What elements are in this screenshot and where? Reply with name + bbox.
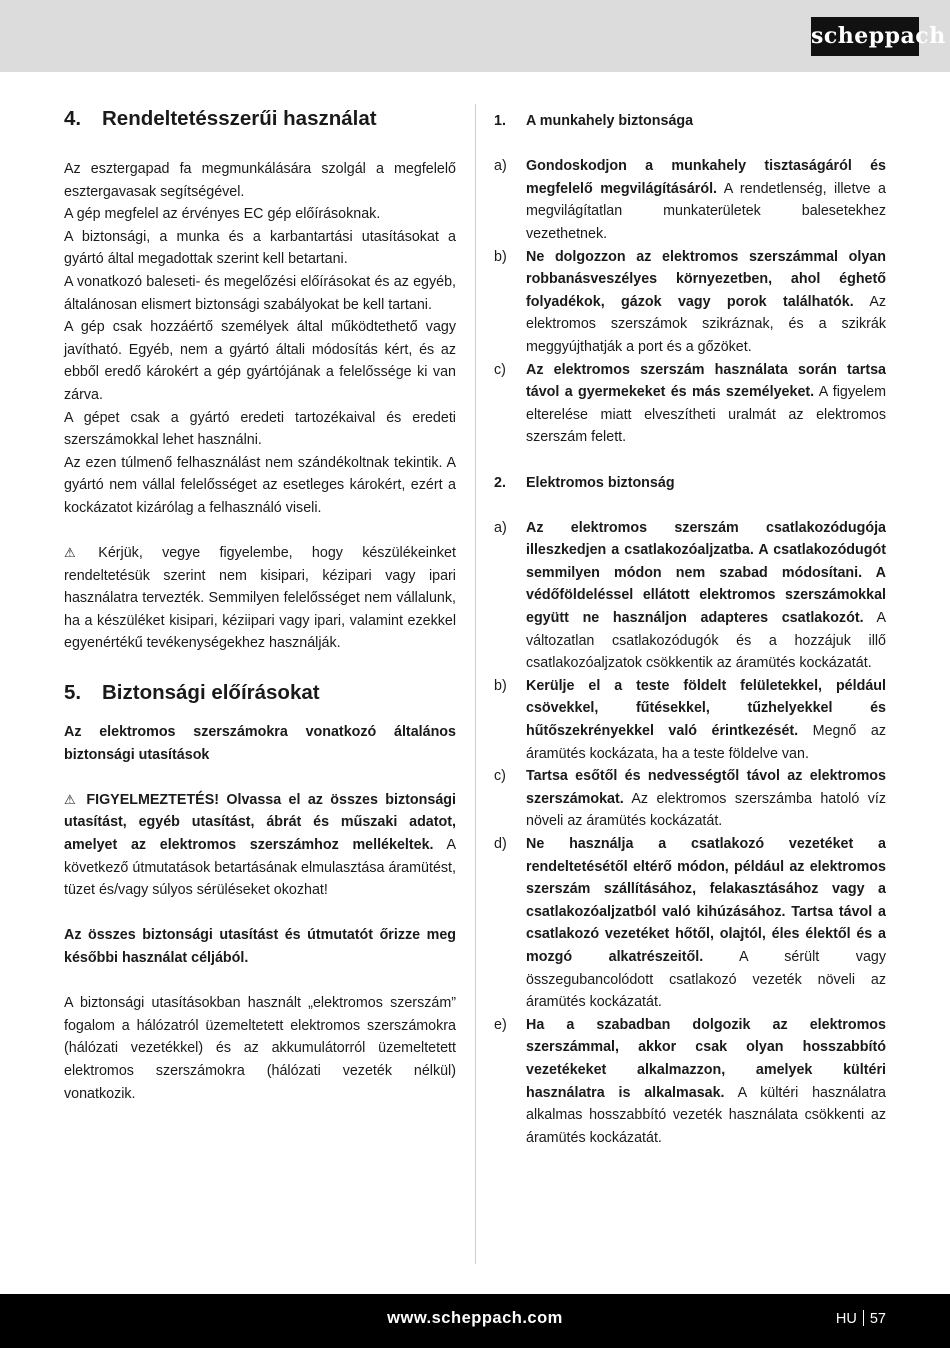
- warning-paragraph: ⚠ Kérjük, vegye figyelembe, hogy készülékeinket rendeltetésük szerint nem kisipari, kézipari vagy ipari használatra tervezték. Semmilyen felelősséget nem vállalunk, ha a készüléket kisipari, kéziipari vagy ipari, valamint ezekkel egyenértékű tevékenységekhez használják.: [64, 542, 456, 655]
- list-item: c) Az elektromos szerszám használata során tartsa távol a gyermekeket és más személyeket. A figyelem elterelése miatt elveszítheti uralmát az elektromos szerszám felett.: [494, 361, 886, 446]
- paragraph: A gép csak hozzáértő személyek által működtethető vagy javítható. Egyéb, nem a gyártó általi módosítás kért, és az ebből eredő károkért a gép gyártójának a felelőssége ki van zárva.: [64, 319, 456, 403]
- left-column: [64, 103, 456, 1105]
- website-url: www.scheppach.com: [387, 1309, 563, 1327]
- list-item: b) Ne dolgozzon az elektromos szerszámmal olyan robbanásveszélyes környezetben, ahol éghető folyadékok, gázok vagy porok találhatók. Az elektromos szerszámok szikráznak, és a szikrák meggyújthatják a port és a gőzöket.: [494, 248, 886, 355]
- paragraph: A biztonsági, a munka és a karbantartási utasításokat a gyártó által megadottak szerint kell betartani.: [64, 228, 456, 268]
- list-item: e) Ha a szabadban dolgozik az elektromos szerszámmal, akkor csak olyan hosszabbító vezetékeket alkalmazzon, amelyek kültéri használatra is alkalmasak. A kültéri használatra alkalmas hosszabbító vezeték használata csökkenti az áramütés kockázatát.: [494, 1016, 886, 1146]
- paragraph: Az esztergapad fa megmunkálására szolgál a megfelelő esztergavasak segítségével.: [64, 161, 456, 200]
- language-code: HU: [835, 1311, 857, 1327]
- page-number: 57: [869, 1311, 886, 1327]
- page-indicator: [836, 1310, 886, 1327]
- list-item: a) Gondoskodjon a munkahely tisztaságáról és megfelelő megvilágításáról. A rendetlenség, illetve a megvilágítatlan munkaterületek balesetekhez vezethetnek.: [494, 158, 887, 242]
- warning-icon: ⚠: [64, 791, 76, 807]
- right-column: [494, 103, 886, 1149]
- section-1-heading: 1. A munkahely biztonsága: [494, 113, 694, 129]
- list-item: c) Tartsa esőtől és nedvességtől távol az elektromos szerszámokat. Az elektromos szerszámba hatoló víz növeli az áramütés kockázatát.: [494, 768, 886, 830]
- paragraph: A gépet csak a gyártó eredeti tartozékaival és eredeti szerszámokkal lehet használni.: [64, 409, 456, 449]
- paragraph: Az ezen túlmenő felhasználást nem szándékoltnak tekintik. A gyártó nem vállal felelősséget az esetleges károkért, ezért a kockázatot kizárólag a felhasználó viseli.: [64, 454, 456, 516]
- footer-bar: [0, 1294, 950, 1348]
- list-item: a) Az elektromos szerszám csatlakozódugója illeszkedjen a csatlakozóaljzatba. A csatlakozódugót semmilyen módon nem szabad módosítani. A védőföldeléssel ellátott elektromos szerszámokkal együtt ne használjon adapteres csatlakozót. A változatlan csatlakozódugók és a hozzájuk illő csatlakozóaljzatok csökkentik az áramütés kockázatát.: [494, 519, 886, 672]
- paragraph: A vonatkozó baleseti- és megelőzési előírásokat és az egyéb, általánosan elismert biztonsági szabályokat be kell tartani.: [64, 273, 456, 313]
- section-5-heading: 5. Biztonsági előírásokat: [64, 681, 320, 705]
- header-bar: [0, 0, 950, 72]
- list-item: b) Kerülje el a teste földelt felületekkel, például csövekkel, fűtésekkel, tűzhelyekkel és hűtőszekrényekkel való érintkezését. Megnő az áramütés kockázata, ha a teste földelve van.: [494, 677, 886, 762]
- list-item: d) Ne használja a csatlakozó vezetéket a rendeltetésétől eltérő módon, például az elektromos szerszám szállításához, felakasztásához vagy a csatlakozóaljzatból való kihúzásához. Tartsa távol a csatlakozó vezetéket hőtől, olajtól, éles élektől és a mozgó alkatrészeitől. A sérült vagy összegubancolódott csatlakozó vezeték növeli az áramütés kockázatát.: [494, 836, 886, 1011]
- column-divider: [475, 104, 476, 1264]
- brand-logo: scheppach: [811, 17, 919, 56]
- subheading: Az összes biztonsági utasítást és útmutatót őrizze meg későbbi használat céljából.: [64, 927, 456, 966]
- subheading: Az elektromos szerszámokra vonatkozó általános biztonsági utasítások: [64, 724, 456, 763]
- warning-block: ⚠ FIGYELMEZTETÉS! Olvassa el az összes biztonsági utasítást, egyéb utasítást, ábrát és műszaki adatot, amelyet az elektromos szerszámhoz mellékeltek. A következő útmutatások betartásának elmulasztása áramütést, tüzet és/vagy súlyos sérüléseket okozhat!: [64, 789, 456, 902]
- warning-icon: ⚠: [64, 545, 76, 561]
- section-4-heading: 4. Rendeltetésszerűi használat: [64, 107, 377, 130]
- paragraph: A gép megfelel az érvényes EC gép előírásoknak.: [64, 206, 381, 223]
- section-2-heading: 2. Elektromos biztonság: [494, 474, 675, 491]
- paragraph: A biztonsági utasításokban használt „elektromos szerszám” fogalom a hálózatról üzemeltetett elektromos szerszámokra (hálózati vezetékkel) és az akkumulátorról üzemeltetett elektromos szerszámokra (hálózati vezeték nélkül) vonatkozik.: [64, 995, 456, 1102]
